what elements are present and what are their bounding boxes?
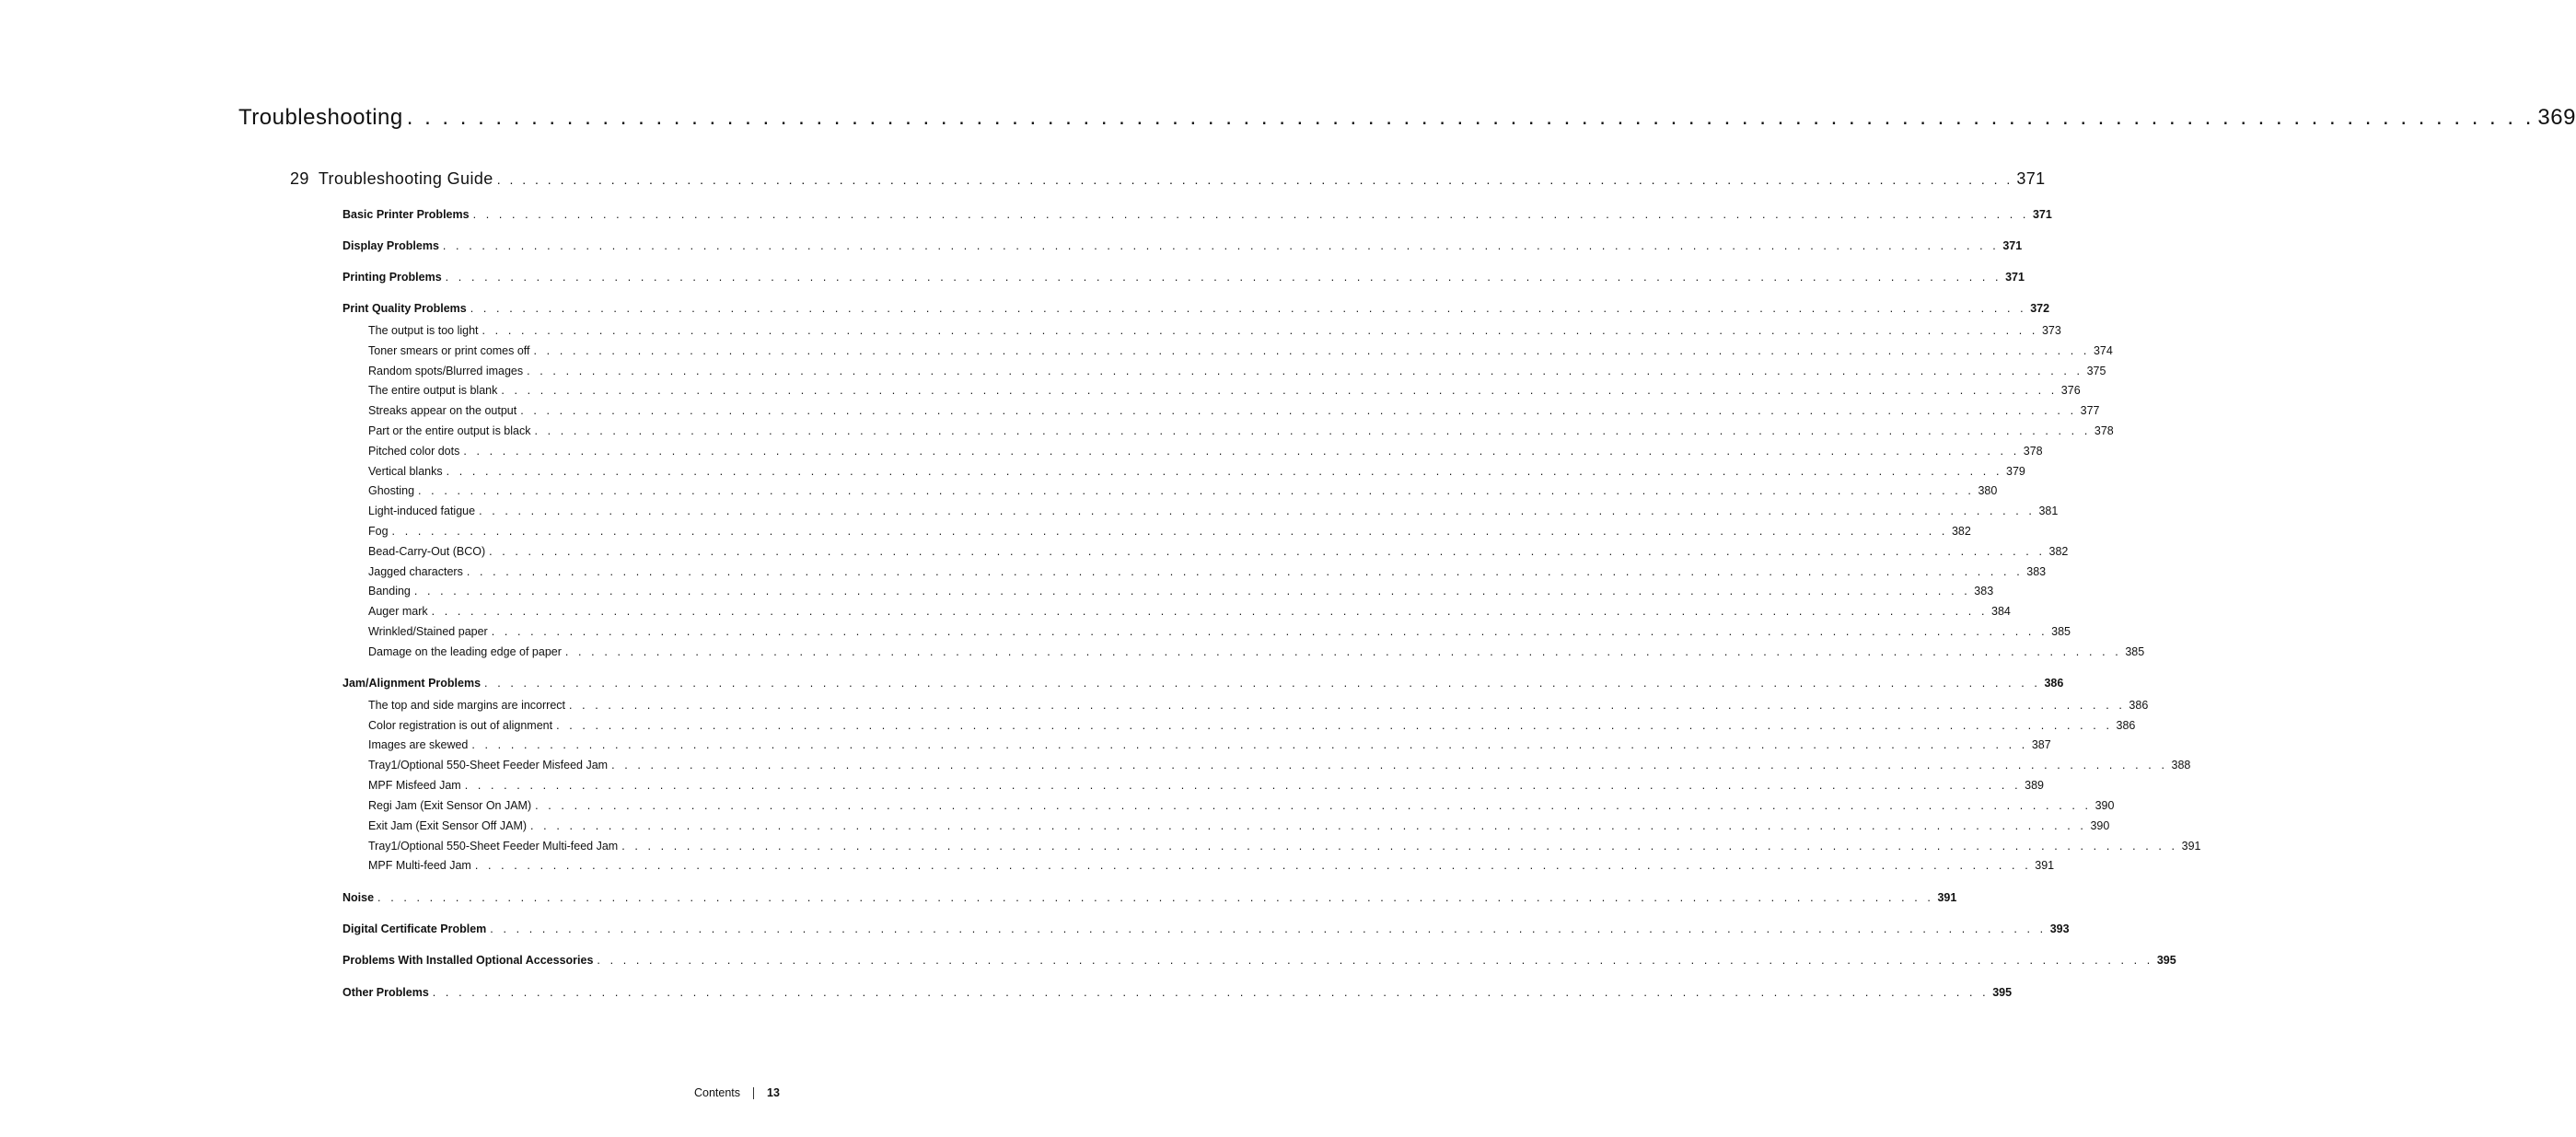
subsection-title: MPF Misfeed Jam (368, 779, 461, 792)
toc-subsection-entry[interactable] (368, 465, 2025, 478)
dot-leader: . . . . . . . . . . . . . . . . . . . . . . . . . . . . . . . . . . . . . . . . . . . . . . . . . . . . . . . . . . . . . . . . . . . . . . . . . . . . . . . . . . . . . . . . . . . . . . . . . . . . . . . . . . . . . . . . . . . . . . . . (474, 859, 2032, 872)
footer-label: Contents (694, 1086, 741, 1099)
dot-leader: . . . . . . . . . . . . . . . . . . . . . . . . . . . . . . . . . . . . . . . . . . . . . . . . . . . . . . . . . . . . . . . . . . . . . . . . . . . . . . . . . . . . . . . . . . . . . . . . . . . . . . . . . . . . . . . . . . . . . . . . (418, 484, 1975, 497)
subsection-title: Jagged characters (368, 565, 463, 578)
subsection-title: Ghosting (368, 484, 415, 497)
subsection-title: Bead-Carry-Out (BCO) (368, 545, 486, 558)
toc-subsection-entry[interactable] (368, 525, 1971, 538)
dot-leader: . . . . . . . . . . . . . . . . . . . . . . . . . . . . . . . . . . . . . . . . . . . . . . . . . . . . . . . . . . . . . . . . . . . . . . . . . . . . . . . . . . . . . . . . . . . . . . . . . . . . . . . . . . . . . . . . . . . . . . . . (377, 891, 1934, 904)
section-title: Jam/Alignment Problems (342, 677, 482, 690)
dot-leader: . . . . . . . . . . . . . . . . . . . . . . . . . . . . . . . . . . . . . . . . . . . . . . . . . . . . . . . . . . . . . . . . . . . . . . . . . . . . . . . . . . . . . . . . . . . . . . . . . . . . . . . . . . . . . . . . . . . . . . . . (484, 677, 2041, 690)
dot-leader: . . . . . . . . . . . . . . . . . . . . . . . . . . . . . . . . . . . . . . . . . . . . . . . . . . . . . . . . . . . . . . . . . . . . . . . . . . . . . . . . . . . . . . . . . . . . . . . . . . . . . . . . . . . . . . . . . . . . . . . . (501, 384, 2058, 397)
dot-leader: . . . . . . . . . . . . . . . . . . . . . . . . . . . . . . . . . . . . . . . . . . . . . . . . . . . . . . . . . . . . . . . . . . . . . . . . . . . . . . . . . . . . . . . . . . . . . . . . . . . . . . . . . . . . . . . . . . . . . . . . (597, 954, 2153, 967)
section-title: Basic Printer Problems (342, 208, 470, 221)
dot-leader: . . . . . . . . . . . . . . . . . . . . . . . . . . . . . . . . . . . . . . . . . . . . . . . . . . . . . . . . . . . . . . . . . . . . . . . . . . . . . . . . . . . . . . . . . . . . . . . . . . . . . . . . . . . . . . . . . . . . . . . . (406, 105, 2535, 130)
dot-leader: . . . . . . . . . . . . . . . . . . . . . . . . . . . . . . . . . . . . . . . . . . . . . . . . . . . . . . . . . . . . . . . . . . . . . . . . . . . . . . . . . . . . . . . . . . . . . . . . . . . . . . . . . . . . . . . . . . . . . . . . (432, 986, 1990, 999)
subsection-page-number: 373 (2041, 324, 2061, 337)
subsection-title: Wrinkled/Stained paper (368, 625, 488, 638)
chapter-page-number: 371 (2016, 169, 2046, 188)
subsection-page-number: 383 (2026, 565, 2047, 578)
subsection-page-number: 386 (2116, 719, 2136, 732)
toc-section-entry[interactable] (342, 954, 2176, 967)
toc-subsection-entry[interactable] (368, 738, 2051, 751)
subsection-page-number: 389 (2025, 779, 2044, 792)
section-page-number: 395 (2156, 954, 2176, 967)
subsection-title: The entire output is blank (368, 384, 498, 397)
chapter-title: Troubleshooting Guide (318, 169, 493, 188)
subsection-page-number: 385 (2125, 645, 2145, 658)
section-page-number: 386 (2044, 677, 2064, 690)
chapter-heading (290, 169, 493, 189)
subsection-title: Tray1/Optional 550-Sheet Feeder Misfeed Jam (368, 759, 609, 772)
section-title: Problems With Installed Optional Accessories (342, 954, 594, 967)
dot-leader: . . . . . . . . . . . . . . . . . . . . . . . . . . . . . . . . . . . . . . . . . . . . . . . . . . . . . . . . . . . . . . . . . . . . . . . . . . . . . . . . . . . . . . . . . . . . . . . . . . . . . . . . . . . . . . . . . . . . . . . . (520, 404, 2077, 417)
subsection-title: Auger mark (368, 605, 428, 618)
dot-leader: . . . . . . . . . . . . . . . . . . . . . . . . . . . . . . . . . . . . . . . . . . . . . . . . . . . . . . . . . . . . . . . . . . . . . . . . . . . . . . . . . . . . . . . . . . . . . . . . . . . . . . . . . . . . . . . . . . . . . . . . (431, 605, 1989, 618)
toc-section-entry[interactable] (342, 271, 2025, 284)
section-title: Other Problems (342, 986, 429, 999)
dot-leader: . . . . . . . . . . . . . . . . . . . . . . . . . . . . . . . . . . . . . . . . . . . . . . . . . . . . . . . . . . . . . . . . . . . . . . . . . . . . . . . . . . . . . . . . . . . . . . . . . . . . . . . . . . . . . . . . . . . . . . . . (471, 738, 2028, 751)
subsection-title: Vertical blanks (368, 465, 443, 478)
toc-subsection-entry[interactable] (368, 840, 2201, 853)
toc-subsection-entry[interactable] (368, 484, 1998, 497)
dot-leader: . . . . . . . . . . . . . . . . . . . . . . . . . . . . . . . . . . . . . . . . . . . . . . . . . . . . . . . . . . . . . . . . . . . . . . . . . . . . . . . . . . . . . . . . . . . . . . . . . . . . . . . . . . . . . . . . . . . . . . . . (534, 424, 2091, 437)
toc-subsection-entry[interactable] (368, 719, 2136, 732)
section-title: Noise (342, 891, 375, 904)
toc-section-entry[interactable] (342, 922, 2070, 935)
subsection-title: Pitched color dots (368, 445, 460, 458)
subsection-title: Streaks appear on the output (368, 404, 517, 417)
subsection-title: Regi Jam (Exit Sensor On JAM) (368, 799, 532, 812)
section-page-number: 371 (2005, 271, 2025, 284)
subsection-title: Light-induced fatigue (368, 505, 476, 517)
subsection-page-number: 391 (2035, 859, 2055, 872)
dot-leader: . . . . . . . . . . . . . . . . . . . . . . . . . . . . . . . . . . . . . . . . . . . . . . . . . . . . . . . . . . . . . . . . . . . . . . . . . . . . . . . . . . . . . . . . . . . . . . . . . . . . . . . . . . . . . . . . . . . . . . . . (535, 799, 2092, 812)
toc-subsection-entry[interactable] (368, 384, 2081, 397)
subsection-title: The top and side margins are incorrect (368, 699, 565, 712)
subsection-page-number: 384 (1991, 605, 2011, 618)
chapter-number: 29 (290, 169, 309, 188)
page-footer (694, 1086, 786, 1099)
subsection-title: Part or the entire output is black (368, 424, 531, 437)
dot-leader: . . . . . . . . . . . . . . . . . . . . . . . . . . . . . . . . . . . . . . . . . . . . . . . . . . . . . . . . . . . . . . . . . . . . . . . . . . . . . . . . . . . . . . . . . . . . . . . . . . . . . . . . . . . . . . . . . . . . . . . . (479, 505, 2036, 517)
toc-subsection-entry[interactable] (368, 759, 2191, 772)
subsection-title: Random spots/Blurred images (368, 365, 524, 377)
toc-subsection-entry[interactable] (368, 625, 2071, 638)
subsection-title: Color registration is out of alignment (368, 719, 553, 732)
toc-subsection-entry[interactable] (368, 365, 2106, 377)
toc-section-entry[interactable] (342, 208, 2052, 221)
dot-leader: . . . . . . . . . . . . . . . . . . . . . . . . . . . . . . . . . . . . . . . . . . . . . . . . . . . . . . . . . . . . . . . . . . . . . . . . . . . . . . . . . . . . . . . . . . . . . . . . . . . . . . . . . . . . . . . . . . . . . . . . (489, 545, 2046, 558)
section-page-number: 395 (1992, 986, 2013, 999)
dot-leader: . . . . . . . . . . . . . . . . . . . . . . . . . . . . . . . . . . . . . . . . . . . . . . . . . . . . . . . . . . . . . . . . . . . . . . . . . . . . . . . . . . . . . . . . . . . . . . . . . . . . . . . . . . . . . . . . . . . . . . . . (391, 525, 1948, 538)
toc-subsection-entry[interactable] (368, 699, 2149, 712)
subsection-page-number: 377 (2080, 404, 2100, 417)
toc-subsection-entry[interactable] (368, 505, 2059, 517)
subsection-title: Exit Jam (Exit Sensor Off JAM) (368, 819, 528, 832)
subsection-title: Banding (368, 585, 411, 598)
section-title: Digital Certificate Problem (342, 922, 487, 935)
toc-subsection-entry[interactable] (368, 779, 2044, 792)
subsection-page-number: 385 (2051, 625, 2071, 638)
subsection-page-number: 390 (2094, 799, 2115, 812)
subsection-page-number: 383 (1974, 585, 1994, 598)
toc-section-entry[interactable] (342, 677, 2064, 690)
section-page-number: 372 (2030, 302, 2050, 315)
dot-leader: . . . . . . . . . . . . . . . . . . . . . . . . . . . . . . . . . . . . . . . . . . . . . . . . . . . . . . . . . . . . . . . . . . . . . . . . . . . . . . . . . . . . . . . . . . . . . . . . . . . . . . . . . . . . . . . . . . . . . . . . (470, 302, 2027, 315)
toc-section-entry[interactable] (342, 891, 1957, 904)
footer-page-number: 13 (767, 1086, 780, 1099)
subsection-title: Damage on the leading edge of paper (368, 645, 562, 658)
toc-section-entry[interactable] (342, 239, 2023, 252)
subsection-title: The output is too light (368, 324, 479, 337)
toc-part-entry[interactable] (238, 105, 2576, 131)
toc-subsection-entry[interactable] (368, 799, 2115, 812)
toc-subsection-entry[interactable] (368, 859, 2055, 872)
subsection-title: MPF Multi-feed Jam (368, 859, 471, 872)
subsection-title: Fog (368, 525, 389, 538)
toc-subsection-entry[interactable] (368, 344, 2113, 357)
dot-leader: . . . . . . . . . . . . . . . . . . . . . . . . . . . . . . . . . . . . . . . . . . . . . . . . . . . . . . . . . . . . . . . . . . . . . . . . . . . . . . . . . . . . . . . . . . . . . . . . . . . . . . . . . . . . . . . . . . . . . . . . (527, 365, 2083, 377)
dot-leader: . . . . . . . . . . . . . . . . . . . . . . . . . . . . . . . . . . . . . . . . . . . . . . . . . . . . . . . . . . . . . . . . . . . . . . . . . . . . . . . . . . . . . . . . . . . . . . . . . . . . . . . . . . . . . . . . . . . . . . . . (464, 779, 2022, 792)
toc-subsection-entry[interactable] (368, 404, 2100, 417)
toc-section-entry[interactable] (342, 302, 2050, 315)
section-page-number: 371 (2032, 208, 2052, 221)
subsection-page-number: 375 (2086, 365, 2106, 377)
subsection-page-number: 386 (2129, 699, 2149, 712)
section-page-number: 393 (2049, 922, 2070, 935)
subsection-page-number: 374 (2093, 344, 2113, 357)
section-title: Printing Problems (342, 271, 442, 284)
subsection-page-number: 381 (2038, 505, 2059, 517)
toc-chapter-entry[interactable] (290, 169, 2046, 189)
section-title: Print Quality Problems (342, 302, 467, 315)
subsection-page-number: 378 (2094, 424, 2114, 437)
subsection-page-number: 380 (1978, 484, 1998, 497)
toc-subsection-entry[interactable] (368, 445, 2043, 458)
dot-leader: . . . . . . . . . . . . . . . . . . . . . . . . . . . . . . . . . . . . . . . . . . . . . . . . . . . . . . . . . . . . . . . . . . . . . . . . . . . . . . . . . . . . . . . . . . . . . . . . . . . . . . . . . . . . . . . . . . . . . . . . (463, 445, 2020, 458)
dot-leader: . . . . . . . . . . . . . . . . . . . . . . . . . . . . . . . . . . . . . . . . . . . . . . . . . . . . . . . . . . . . . . . . . . . . . . . . . . . . . . . . . . . . . . . . . . . . . . . . . . . . . . . . . . . . . . . . . . . . . . . . (482, 324, 2038, 337)
subsection-title: Images are skewed (368, 738, 469, 751)
subsection-page-number: 388 (2171, 759, 2191, 772)
subsection-page-number: 391 (2181, 840, 2201, 853)
dot-leader: . . . . . . . . . . . . . . . . . . . . . . . . . . . . . . . . . . . . . . . . . . . . . . . . . . . . . . . . . . . . . . . . . . . . . . . . . . . . . . . . . . . . . . . . . . . . . . . . . . . . . . . . . . . . . . . . . . . . . . . . (445, 271, 2002, 284)
toc-section-entry[interactable] (342, 986, 2013, 999)
dot-leader: . . . . . . . . . . . . . . . . . . . . . . . . . . . . . . . . . . . . . . . . . . . . . . . . . . . . . . . . . . . . . . . . . . . . . . . . . . . . . . . . . . . . . . . . . . . . . . . . . . . . . . . . . . . . . . . . . . . . . . . . (442, 239, 2000, 252)
dot-leader: . . . . . . . . . . . . . . . . . . . . . . . . . . . . . . . . . . . . . . . . . . . . . . . . . . . . . . . . . . . . . . . . . . . . . . . . . . . . . . . . . . . . . . . . . . . . . . . . . . . . . . . . . . . . . . . . . . . . . . . . (533, 344, 2090, 357)
dot-leader: . . . . . . . . . . . . . . . . . . . . . . . . . . . . . . . . . . . . . . . . . . . . . . . . . . . . . . . . . . . . . . . . . . . . . . . . . . . . . . . . . . . . . . . . . . . . . . . . . . . . . . . . . . . . . . . . . . . . . . . . (413, 585, 1971, 598)
dot-leader: . . . . . . . . . . . . . . . . . . . . . . . . . . . . . . . . . . . . . . . . . . . . . . . . . . . . . . . . . . . . . . . . . . . . . . . . . . . . . . . . . . . . . . . . . . . . . . . . . . . . . . . . . . . . . . . . . . . . . . . . (611, 759, 2168, 772)
subsection-page-number: 382 (2048, 545, 2069, 558)
toc-subsection-entry[interactable] (368, 565, 2047, 578)
dot-leader: . . . . . . . . . . . . . . . . . . . . . . . . . . . . . . . . . . . . . . . . . . . . . . . . . . . . . . . . . . . . . . . . . . . . . . . . . . . . . . . . . . . . . . . . . . . . . . . . . . . . . . . . . . . . . . . . . . . . . . . . (446, 465, 2003, 478)
toc-subsection-entry[interactable] (368, 545, 2069, 558)
subsection-page-number: 387 (2031, 738, 2051, 751)
subsection-page-number: 376 (2060, 384, 2081, 397)
subsection-page-number: 382 (1951, 525, 1971, 538)
part-page-number: 369 (2537, 105, 2576, 130)
section-title: Display Problems (342, 239, 439, 252)
toc-subsection-entry[interactable] (368, 324, 2061, 337)
toc-subsection-entry[interactable] (368, 605, 2011, 618)
subsection-page-number: 390 (2090, 819, 2110, 832)
dot-leader: . . . . . . . . . . . . . . . . . . . . . . . . . . . . . . . . . . . . . . . . . . . . . . . . . . . . . . . . . . . . . . . . . . . . . . . . . . . . . . . . . . . . . . . . . . . . . . . . . . . . . . . . . . . . . . . . . . . . . . . . (491, 625, 2048, 638)
dot-leader: . . . . . . . . . . . . . . . . . . . . . . . . . . . . . . . . . . . . . . . . . . . . . . . . . . . . . . . . . . . . . . . . . . . . . . . . . . . . . . . . . . . . . . . . . . . . . . . . . . . . . . . . . . . . . . . . . . . . . . . . (556, 719, 2113, 732)
dot-leader: . . . . . . . . . . . . . . . . . . . . . . . . . . . . . . . . . . . . . . . . . . . . . . . . . . . . . . . . . . . . . . . . . . . . . . . . . . . . . . . . . . . . . . . . . . . . . . . . . . . . . . . . . . . . . . . . . . . . . . . . (569, 699, 2126, 712)
subsection-page-number: 378 (2023, 445, 2043, 458)
part-title: Troubleshooting (238, 105, 403, 130)
dot-leader: . . . . . . . . . . . . . . . . . . . . . . . . . . . . . . . . . . . . . . . . . . . . . . . . . . . . . . . . . . . . . . . . . . . . . . . . . . . . . . . . . . . . . . . . . . . . . . . . . . . . . . . . . . . . . . . . . . . . . . . . (466, 565, 2024, 578)
dot-leader: . . . . . . . . . . . . . . . . . . . . . . . . . . . . . . . . . . . . . . . . . . . . . . . . . . . . . . . . . . . . . . . . . . . . . . . . . . . . . . . . . . . . . . . . . . . . . . . . . . . . . . . . . . . . . . . . . . . . . . . . (564, 645, 2122, 658)
dot-leader: . . . . . . . . . . . . . . . . . . . . . . . . . . . . . . . . . . . . . . . . . . . . . . . . . . . . . . . . . . . . . . . . . . . . . . . . . . . . . . . . . . . . . . . . . . . . . . . . . . . . . . . . . . . . . . . . . . . . . . . . (496, 172, 2013, 187)
subsection-page-number: 379 (2006, 465, 2025, 478)
section-page-number: 391 (1937, 891, 1957, 904)
dot-leader: . . . . . . . . . . . . . . . . . . . . . . . . . . . . . . . . . . . . . . . . . . . . . . . . . . . . . . . . . . . . . . . . . . . . . . . . . . . . . . . . . . . . . . . . . . . . . . . . . . . . . . . . . . . . . . . . . . . . . . . . (621, 840, 2178, 853)
subsection-title: Tray1/Optional 550-Sheet Feeder Multi-feed Jam (368, 840, 619, 853)
toc-subsection-entry[interactable] (368, 819, 2110, 832)
dot-leader: . . . . . . . . . . . . . . . . . . . . . . . . . . . . . . . . . . . . . . . . . . . . . . . . . . . . . . . . . . . . . . . . . . . . . . . . . . . . . . . . . . . . . . . . . . . . . . . . . . . . . . . . . . . . . . . . . . . . . . . . (472, 208, 2029, 221)
toc-subsection-entry[interactable] (368, 645, 2145, 658)
dot-leader: . . . . . . . . . . . . . . . . . . . . . . . . . . . . . . . . . . . . . . . . . . . . . . . . . . . . . . . . . . . . . . . . . . . . . . . . . . . . . . . . . . . . . . . . . . . . . . . . . . . . . . . . . . . . . . . . . . . . . . . . (490, 922, 2047, 935)
toc-subsection-entry[interactable] (368, 424, 2114, 437)
subsection-title: Toner smears or print comes off (368, 344, 530, 357)
footer-divider (753, 1087, 754, 1099)
dot-leader: . . . . . . . . . . . . . . . . . . . . . . . . . . . . . . . . . . . . . . . . . . . . . . . . . . . . . . . . . . . . . . . . . . . . . . . . . . . . . . . . . . . . . . . . . . . . . . . . . . . . . . . . . . . . . . . . . . . . . . . . (530, 819, 2087, 832)
section-page-number: 371 (2002, 239, 2023, 252)
toc-subsection-entry[interactable] (368, 585, 1994, 598)
